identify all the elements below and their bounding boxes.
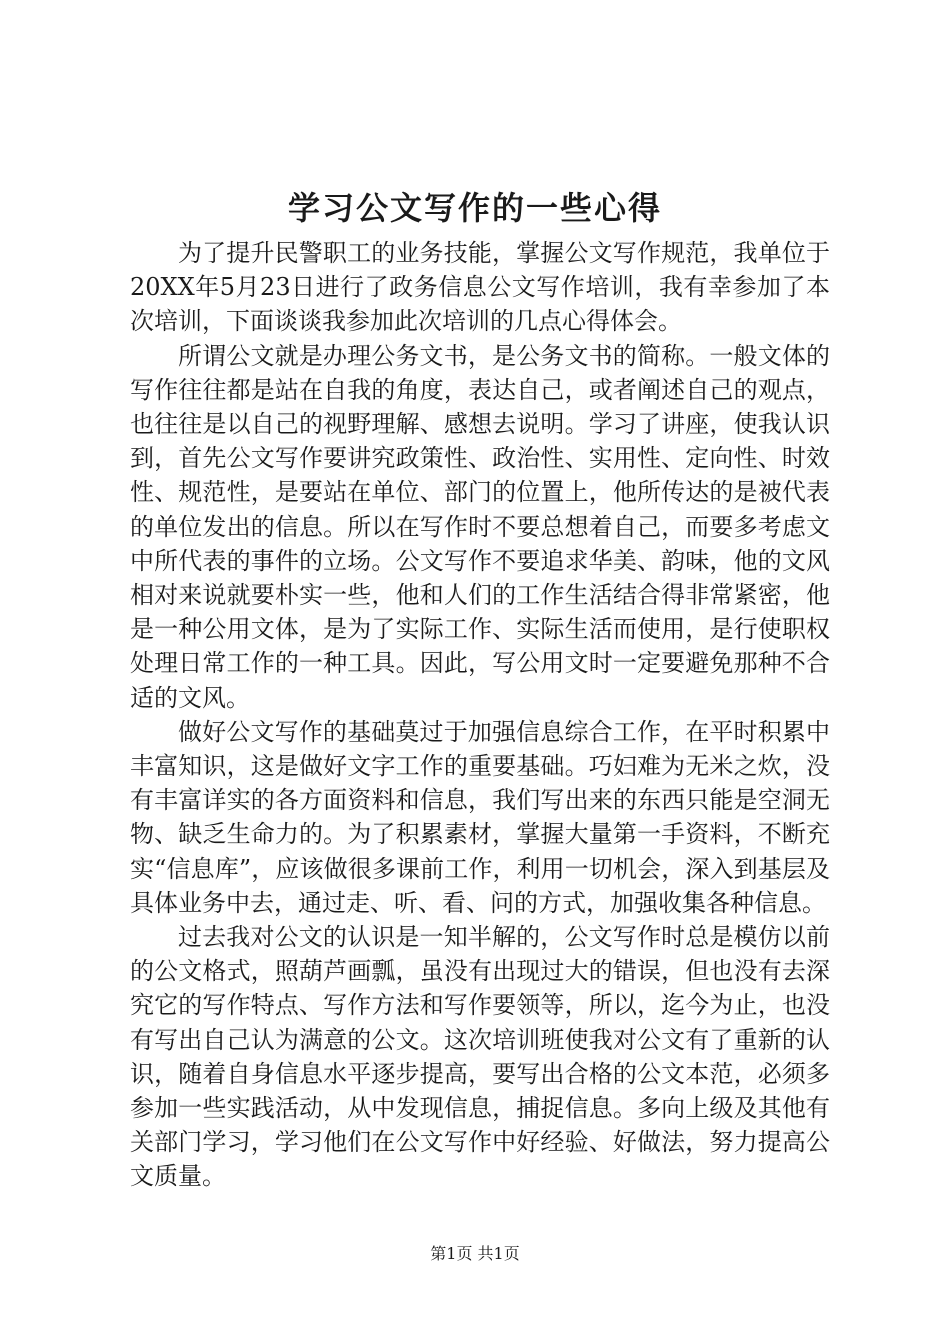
document-body	[130, 236, 830, 1194]
paragraph-4: 过去我对公文的认识是一知半解的，公文写作时总是模仿以前的公文格式，照葫芦画瓢，虽没有出现过大的错误，但也没有去深究它的写作特点、写作方法和写作要领等，所以，迄今为止，也没有写出自己认为满意的公文。这次培训班使我对公文有了重新的认识，随着自身信息水平逐步提高，要写出合格的公文本范，必须多参加一些实践活动，从中发现信息，捕捉信息。多向上级及其他有关部门学习，学习他们在公文写作中好经验、好做法，努力提高公文质量。	[130, 923, 830, 1191]
page-number-footer: 第1页 共1页	[430, 1244, 520, 1263]
paragraph-1: 为了提升民警职工的业务技能，掌握公文写作规范，我单位于20XX年5月23日进行了政务信息公文写作培训，我有幸参加了本次培训，下面谈谈我参加此次培训的几点心得体会。	[130, 239, 830, 336]
paragraph-2: 所谓公文就是办理公务文书，是公务文书的简称。一般文体的写作往往都是站在自我的角度，表达自己，或者阐述自己的观点，也往往是以自己的视野理解、感想去说明。学习了讲座，使我认识到，首先公文写作要讲究政策性、政治性、实用性、定向性、时效性、规范性，是要站在单位、部门的位置上，他所传达的是被代表的单位发出的信息。所以在写作时不要总想着自己，而要多考虑文中所代表的事件的立场。公文写作不要追求华美、韵味，他的文风相对来说就要朴实一些，他和人们的工作生活结合得非常紧密，他是一种公用文体，是为了实际工作、实际生活而使用，是行使职权处理日常工作的一种工具。因此，写公用文时一定要避免那种不合适的文风。	[130, 341, 830, 712]
paragraph-3: 做好公文写作的基础莫过于加强信息综合工作，在平时积累中丰富知识，这是做好文字工作的重要基础。巧妇难为无米之炊，没有丰富详实的各方面资料和信息，我们写出来的东西只能是空洞无物、缺乏生命力的。为了积累素材，掌握大量第一手资料，不断充实“信息库”，应该做很多课前工作，利用一切机会，深入到基层及具体业务中去，通过走、听、看、问的方式，加强收集各种信息。	[130, 717, 830, 917]
document-title: 学习公文写作的一些心得	[287, 189, 662, 227]
